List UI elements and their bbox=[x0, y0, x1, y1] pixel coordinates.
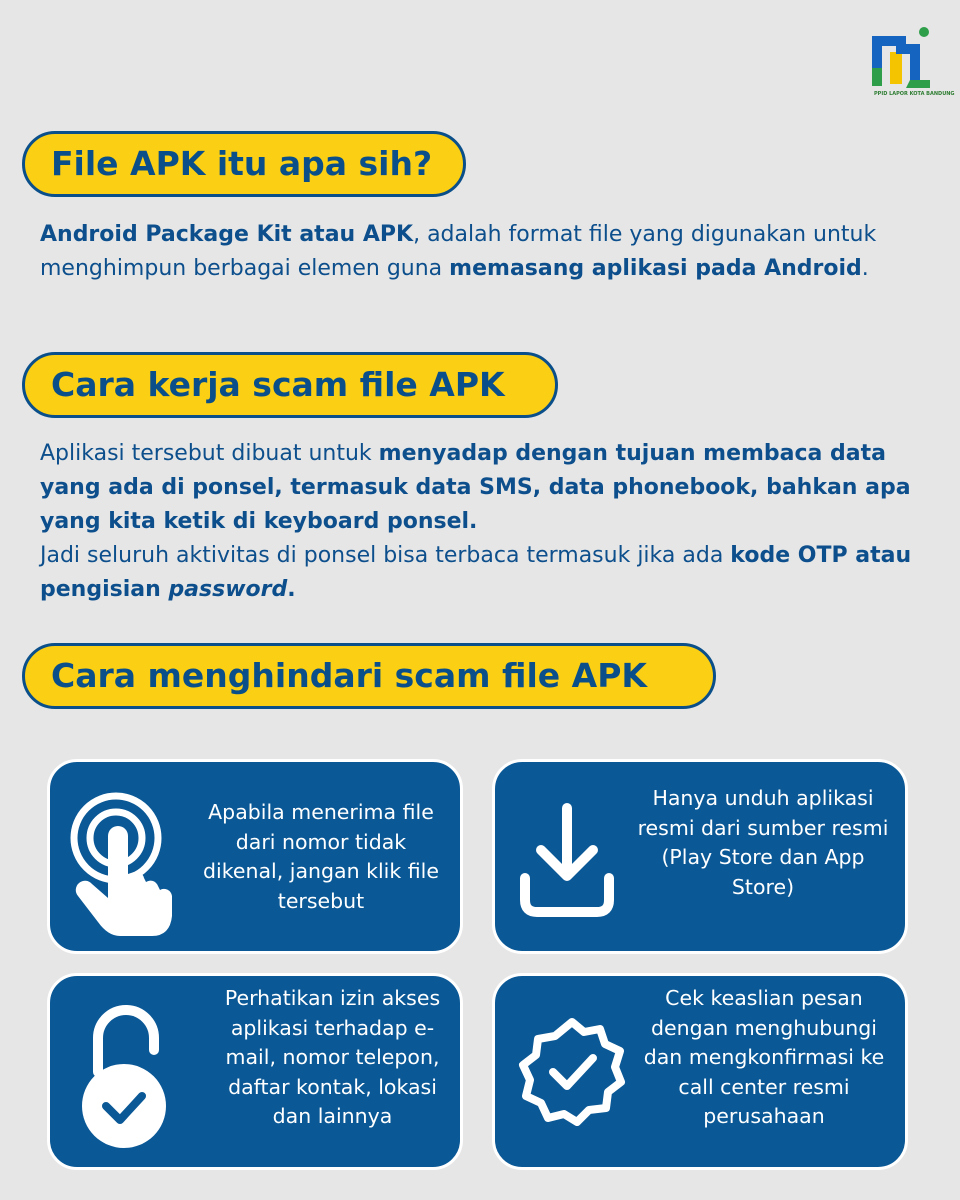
section-title-what-is-apk: File APK itu apa sih? bbox=[22, 131, 466, 197]
logo-caption: PPID LAPOR KOTA BANDUNG bbox=[874, 91, 955, 97]
tip-card-official-download bbox=[492, 759, 908, 954]
section-title-how-to-avoid: Cara menghindari scam file APK bbox=[22, 643, 716, 709]
tip-text-official-download: Hanya unduh aplikasi resmi dari sumber resmi (Play Store dan App Store) bbox=[637, 786, 889, 899]
how-scam-works-paragraph: Aplikasi tersebut dibuat untuk menyadap dengan tujuan membaca data yang ada di ponsel, termasuk data SMS, data phonebook, bahkan apa yang kita ketik di keyboard ponsel. Jadi seluruh aktivitas di ponsel bisa terbaca termasuk jika ada kode OTP atau pengisian password. bbox=[40, 441, 912, 602]
tip-text-unknown-file: Apabila menerima file dari nomor tidak dikenal, jangan klik file tersebut bbox=[203, 800, 439, 913]
tip-card-verify-message bbox=[492, 973, 908, 1170]
tip-card-app-permissions bbox=[47, 973, 463, 1170]
tip-text-app-permissions: Perhatikan izin akses aplikasi terhadap e-mail, nomor telepon, daftar kontak, lokasi dan lainnya bbox=[224, 986, 441, 1128]
section-title-how-scam-works: Cara kerja scam file APK bbox=[22, 352, 558, 418]
tip-card-unknown-file bbox=[47, 759, 463, 954]
download-icon bbox=[517, 802, 617, 922]
tap-hand-icon bbox=[68, 786, 178, 936]
verified-badge-icon bbox=[517, 1016, 627, 1126]
unlock-check-icon bbox=[76, 1002, 176, 1152]
what-is-apk-paragraph: Android Package Kit atau APK, adalah format file yang digunakan untuk menghimpun berbagai elemen guna memasang aplikasi pada Android. bbox=[40, 222, 877, 281]
tip-text-verify-message: Cek keaslian pesan dengan menghubungi dan mengkonfirmasi ke call center resmi perusahaan bbox=[643, 986, 885, 1128]
